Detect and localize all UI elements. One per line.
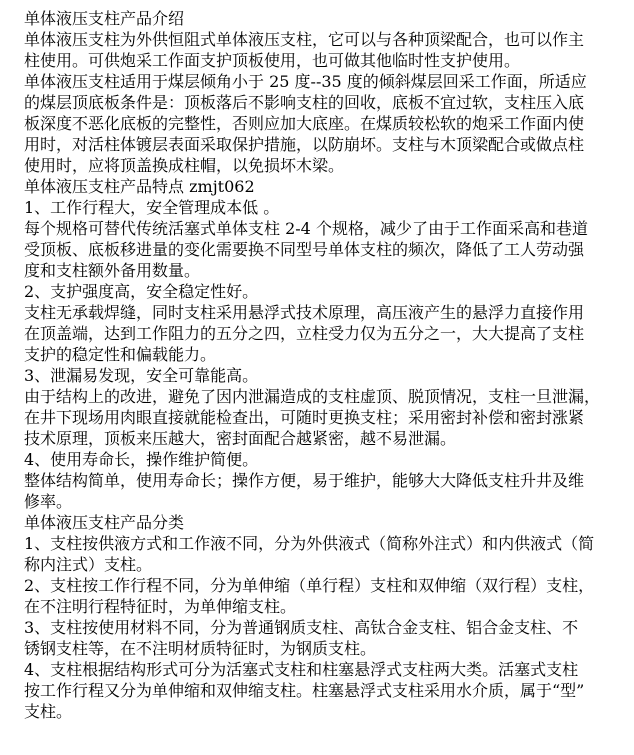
classification-item-4: 4、支柱根据结构形式可分为活塞式支柱和柱塞悬浮式支柱两大类。活塞式支柱: [24, 660, 579, 679]
doc-line: 修率。: [24, 492, 73, 511]
classification-item-3: 3、支柱按使用材料不同，分为普通钢质支柱、高钛合金支柱、铝合金支柱、不: [24, 618, 579, 637]
classification-item-1: 1、支柱按供液方式和工作液不同，分为外供液式（简称外注式）和内供液式（简: [24, 534, 595, 553]
classification-item-2: 2、支柱按工作行程不同，分为单伸缩（单行程）支柱和双伸缩（双行程）支柱，: [24, 576, 595, 595]
doc-line: 锈钢支柱等，在不注明材质特征时，为钢质支柱。: [24, 639, 377, 658]
doc-line: 板深度不恶化底板的完整性，否则应加大底座。在煤质较松软的炮采工作面内使: [24, 114, 585, 133]
feature-item-2-title: 2、支护强度高，安全稳定性好。: [24, 282, 259, 301]
doc-line: 每个规格可替代传统活塞式单体支柱 2-4 个规格，减少了由于工作面采高和巷道: [24, 219, 588, 238]
doc-line: 支护的稳定性和偏载能力。: [24, 345, 217, 364]
doc-line: 的煤层顶底板条件是：顶板落后不影响支柱的回收，底板不宜过软，支柱压入底: [24, 93, 585, 112]
doc-line: 单体液压支柱适用于煤层倾角小于 25 度--35 度的倾斜煤层回采工作面，所适应: [24, 72, 587, 91]
doc-line: 支柱无承载焊缝，同时支柱采用悬浮式技术原理，高压液产生的悬浮力直接作用: [24, 303, 585, 322]
doc-line: 称内注式）支柱。: [24, 555, 153, 574]
doc-line: 在井下现场用肉眼直接就能检查出，可随时更换支柱；采用密封补偿和密封涨紧: [24, 408, 585, 427]
doc-line: 按工作行程又分为单伸缩和双伸缩支柱。柱塞悬浮式支柱采用水介质，属于“型”: [24, 681, 585, 700]
section-heading-product-features: 单体液压支柱产品特点 zmjt062: [24, 177, 255, 196]
section-heading-product-classification: 单体液压支柱产品分类: [24, 513, 185, 532]
doc-line: 单体液压支柱为外供恒阻式单体液压支柱，它可以与各种顶梁配合，也可以作主: [24, 30, 585, 49]
feature-item-3-title: 3、泄漏易发现，安全可靠能高。: [24, 366, 259, 385]
feature-item-4-title: 4、使用寿命长，操作维护简便。: [24, 450, 259, 469]
doc-line: 技术原理，顶板来压越大，密封面配合越紧密，越不易泄漏。: [24, 429, 457, 448]
feature-item-1-title: 1、工作行程大，安全管理成本低 。: [24, 198, 280, 217]
section-heading-product-intro: 单体液压支柱产品介绍: [24, 9, 185, 28]
doc-line: 由于结构上的改进，避免了因内泄漏造成的支柱虚顶、脱顶情况，支柱一旦泄漏，: [24, 387, 601, 406]
doc-line: 柱使用。可供炮采工作面支护顶板使用，也可做其他临时性支护使用。: [24, 51, 521, 70]
doc-line: 在不注明行程特征时，为单伸缩支柱。: [24, 597, 297, 616]
doc-line: 用时，对活柱体镀层表面采取保护措施，以防崩坏。支柱与木顶梁配合或做点柱: [24, 135, 585, 154]
doc-line: 整体结构简单，使用寿命长；操作方便，易于维护，能够大大降低支柱升井及维: [24, 471, 585, 490]
doc-line: 度和支柱额外备用数量。: [24, 261, 201, 280]
doc-line: 使用时，应将顶盖换成柱帽，以免损坏木梁。: [24, 156, 345, 175]
doc-line: 受顶板、底板移进量的变化需要换不同型号单体支柱的频次，降低了工人劳动强: [24, 240, 585, 259]
doc-line: 支柱。: [24, 702, 73, 721]
doc-line: 在顶盖端，达到工作阻力的五分之四，立柱受力仅为五分之一，大大提高了支柱: [24, 324, 585, 343]
